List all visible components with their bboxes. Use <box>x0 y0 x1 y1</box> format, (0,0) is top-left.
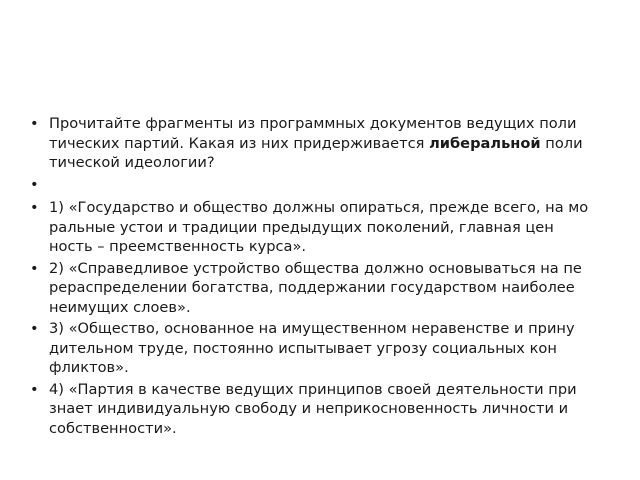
option-4-line-2: знает индивидуальную свободу и неприкосновенность личности и <box>49 400 569 417</box>
option-3-line-3: фликтов». <box>49 359 129 376</box>
question-line-2-start: тических партий. Какая из них придерживается <box>49 134 430 152</box>
option-item-1 <box>49 198 627 257</box>
option-item-4 <box>49 380 627 439</box>
question-line-3: тической идеологии? <box>49 154 215 171</box>
option-1-line-1: 1) «Государство и общество должны опираться, прежде всего, на мо <box>49 199 589 216</box>
option-3-line-2: дительном труде, постоянно испытывает угрозу социальных кон <box>49 339 557 357</box>
bullet-list <box>30 114 627 440</box>
option-1-line-3: ность – преемственность курса». <box>49 238 307 255</box>
option-2-line-1: 2) «Справедливое устройство общества должно основываться на пе <box>49 259 582 277</box>
option-2-line-3: неимущих слоев». <box>49 298 191 316</box>
question-line-1: Прочитайте фрагменты из программных документов ведущих поли <box>49 115 577 132</box>
option-4-line-3: собственности». <box>49 419 177 437</box>
option-1-line-2: ральные устои и традиции предыдущих поколений, главная цен <box>49 218 554 236</box>
question-item <box>49 114 627 173</box>
option-item-3 <box>49 319 627 378</box>
option-3-line-1: 3) «Общество, основанное на имущественном неравенстве и прину <box>49 320 575 337</box>
question-keyword-liberal: либеральной <box>429 134 541 152</box>
option-2-line-2: рераспределении богатства, поддержании государством наиболее <box>49 279 575 296</box>
empty-bullet-item <box>49 175 627 195</box>
option-4-line-1: 4) «Партия в качестве ведущих принципов своей деятельности при <box>49 380 577 398</box>
option-item-2 <box>49 259 627 318</box>
question-line-2-end: поли <box>540 134 583 152</box>
